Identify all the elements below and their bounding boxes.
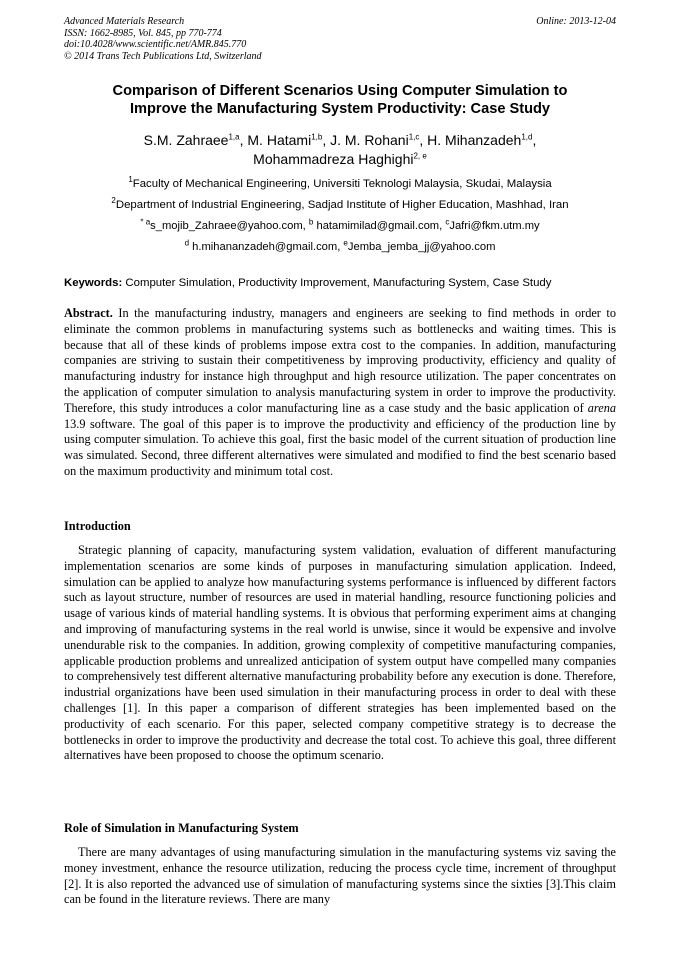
abstract-text: In the manufacturing industry, managers and engineers are seeking to find methods in order to eliminate the common problems in manufacturing systems such as bottlenecks and waiting times. This is because that all of these kinds of problems impose extra cost to the companies. In addition, manufacturing companies are striving to sustain their competitiveness by improving productivity, efficiency and quality of manufacturing industry for instance high throughput and high resource utilization. The paper concentrates on the application of computer simulation to analysis manufacturing system in order to improve the productivity. Therefore, this study introduces a color manufacturing line as a case study and the basic application of xyxy=(64,306,616,415)
email-address: h.mihananzadeh@gmail.com, xyxy=(192,241,341,253)
keywords xyxy=(64,276,616,290)
author-sup: 1,c xyxy=(408,132,420,142)
author-sup: 1,b xyxy=(311,132,323,142)
email-sup: * a xyxy=(140,217,151,227)
affiliation-sup: 1 xyxy=(128,175,133,185)
journal-name: Advanced Materials Research xyxy=(64,16,185,27)
email-sup: c xyxy=(445,217,450,227)
author-name: H. Mihanzadeh xyxy=(427,132,522,148)
online-date: Online: 2013-12-04 xyxy=(536,16,616,27)
doi-line: doi:10.4028/www.scientific.net/AMR.845.770 xyxy=(64,39,247,50)
email-address: s_mojib_Zahraee@yahoo.com, xyxy=(150,220,306,232)
email-address: Jemba_jemba_jj@yahoo.com xyxy=(347,241,496,253)
email-sup: d xyxy=(184,238,190,248)
abstract-label: Abstract. xyxy=(64,306,113,320)
affiliation-2 xyxy=(64,198,616,212)
email-sup: b xyxy=(308,217,314,227)
affiliation-text: Department of Industrial Engineering, Sadjad Institute of Higher Education, Mashhad, Iran xyxy=(115,199,569,211)
author-sup: 2, e xyxy=(413,150,427,160)
software-name: arena xyxy=(587,400,616,415)
role-section-paragraph: There are many advantages of using manufacturing simulation in the manufacturing systems viz saving the money investment, enhance the resource utilization, reducing the process cycle time, increment of throughput [2]. It is also reported the advanced use of simulation of manufacturing systems since the sixties [3].This claim can be found in the literature reviews. There are many xyxy=(64,845,616,907)
email-sup: e xyxy=(343,238,348,248)
email-address: hatamimilad@gmail.com, xyxy=(316,220,443,232)
introduction-paragraph: Strategic planning of capacity, manufacturing system validation, evaluation of different manufacturing implementation scenarios are some kinds of purposes in manufacturing simulation application. Indeed, simulation can be applied to analyze how manufacturing systems performance is influenced by different factors such as layout structure, number of resources are used in material handling, resource functioning policies and usage of various kinds of material handling systems. It is obvious that performing experiment aims at changing and improving of manufacturing systems in the real world is unwise, since it would be expensive and involve unendurable risk to the companies. In addition, growing complexity of competitive manufacturing companies, applicable production problems and unrealized anticipation of system output have compelled many companies to comprehensively test different alternative manufacturing probability before any execution is done. Therefore, industrial organizations have been used simulation in their manufacturing process in order to deal with these challenges [1]. In this paper a comparison of different strategies has been implemented based on the productivity of each scenario. For this paper, selected company competitive strategy is to decrease the bottlenecks in order to improve the productivity and decrease the total cost. To achieve this goal, three different alternatives have been proposed to choose the optimum scenario. xyxy=(64,543,616,763)
author-name: M. Hatami xyxy=(247,132,312,148)
author-name: Mohammadreza Haghighi xyxy=(253,150,414,167)
email-line-1 xyxy=(64,219,616,233)
author-name: J. M. Rohani xyxy=(330,132,409,148)
introduction-heading: Introduction xyxy=(64,519,131,533)
author-sup: 1,d xyxy=(521,132,533,142)
author-line-2 xyxy=(64,150,616,169)
affiliation-text: Faculty of Mechanical Engineering, Universiti Teknologi Malaysia, Skudai, Malaysia xyxy=(132,178,552,190)
author-sup: 1,a xyxy=(228,132,240,142)
issn-line: ISSN: 1662-8985, Vol. 845, pp 770-774 xyxy=(64,27,222,39)
copyright-line: © 2014 Trans Tech Publications Ltd, Switzerland xyxy=(64,50,262,62)
abstract-text-cont: 13.9 software. The goal of this paper is to improve the productivity and efficiency of the production line by using computer simulation. To achieve this goal, first the basic model of the current situation of production line was simulated. Second, three different alternatives were simulated and modified to find the best scenario based on the maximum productivity and minimum total cost. xyxy=(64,416,616,478)
title-line-2: Improve the Manufacturing System Productivity: Case Study xyxy=(129,101,551,117)
affiliation-sup: 2 xyxy=(111,196,116,206)
affiliation-1 xyxy=(64,177,616,191)
keywords-text: Computer Simulation, Productivity Improvement, Manufacturing System, Case Study xyxy=(125,277,552,289)
email-line-2 xyxy=(64,240,616,254)
title-line-1: Comparison of Different Scenarios Using Computer Simulation to xyxy=(112,83,568,99)
email-address: Jafri@fkm.utm.my xyxy=(449,220,540,232)
role-section-heading: Role of Simulation in Manufacturing System xyxy=(64,821,299,835)
paper-title xyxy=(64,82,616,118)
abstract xyxy=(64,306,616,480)
keywords-label: Keywords: xyxy=(64,277,123,289)
author-name: S.M. Zahraee xyxy=(143,132,229,148)
journal-header xyxy=(64,16,616,62)
author-line-1: S.M. Zahraee$^{1,a}$, M. Hatami$^{1,b}$, J. M. Rohani$^{1,c}$, H. Mihanzadeh$^{1,d}$, xyxy=(143,132,537,148)
author-list xyxy=(64,131,616,168)
